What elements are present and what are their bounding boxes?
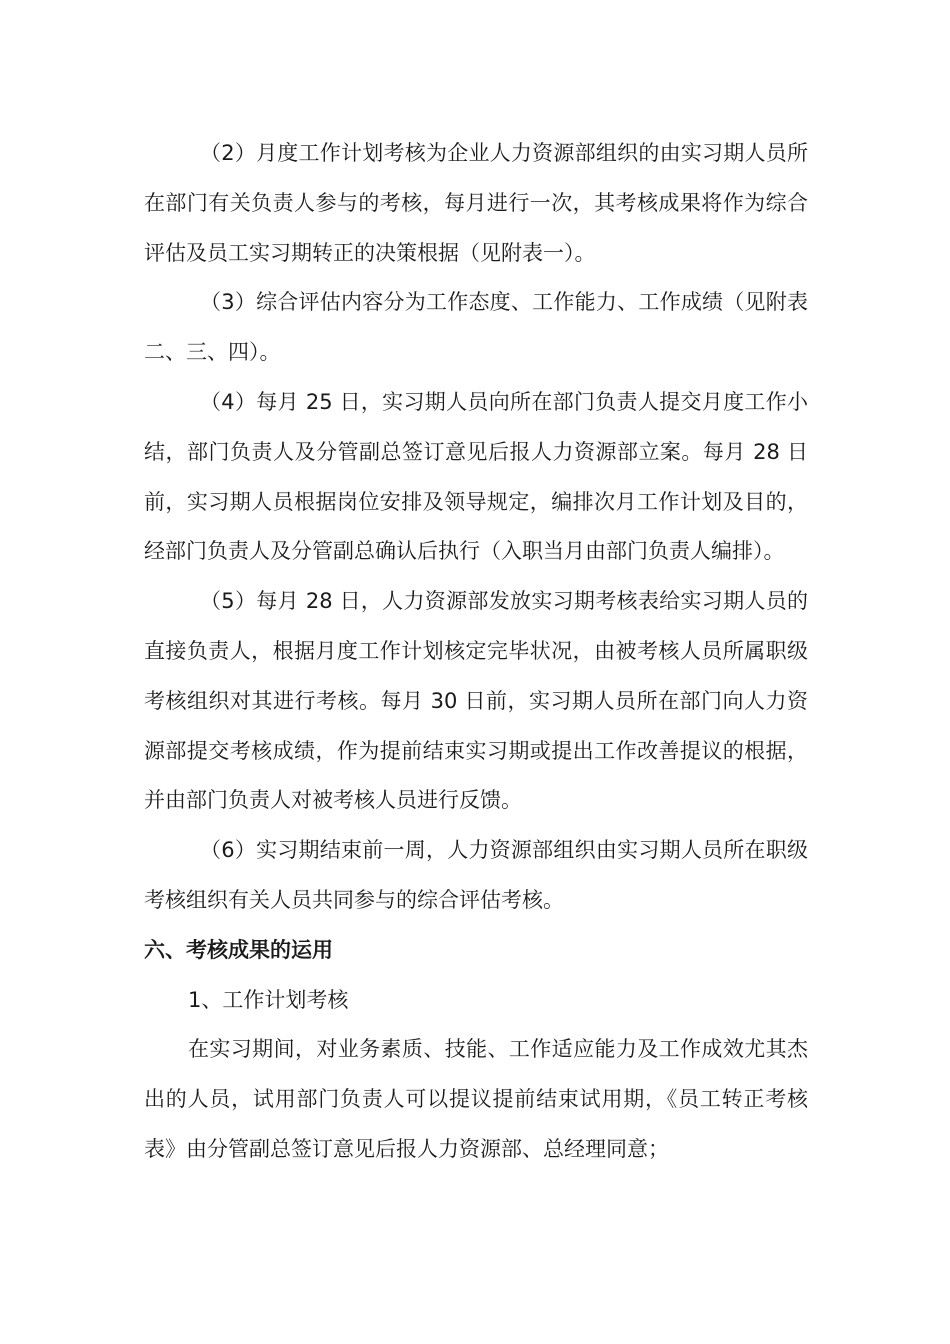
section-heading: 六、考核成果的运用 (144, 937, 333, 962)
document-body (144, 129, 808, 1175)
paragraph-item-2: （2）月度工作计划考核为企业人力资源部组织的由实习期人员所在部门有关负责人参与的考核，每月进行一次，其考核成果将作为综合评估及员工实习期转正的决策根据（见附表一）。 (144, 141, 808, 265)
body-paragraph: 在实习期间，对业务素质、技能、工作适应能力及工作成效尤其杰出的人员，试用部门负责人可以提议提前结束试用期，《员工转正考核表》由分管副总签订意见后报人力资源部、总经理同意； (144, 1037, 808, 1161)
paragraph-item-6: （6）实习期结束前一周，人力资源部组织由实习期人员所在职级考核组织有关人员共同参与的综合评估考核。 (144, 838, 808, 912)
paragraph-item-4: （4）每月 25 日，实习期人员向所在部门负责人提交月度工作小结，部门负责人及分管副总签订意见后报人力资源部立案。每月 28 日前，实习期人员根据岗位安排及领导规定，编排次月工作计划及目的，经部门负责人及分管副总确认后执行（入职当月由部门负责人编排）。 (144, 389, 808, 564)
paragraph-item-3: （3）综合评估内容分为工作态度、工作能力、工作成绩（见附表二、三、四）。 (144, 290, 808, 365)
paragraph-item-5: （5）每月 28 日，人力资源部发放实习期考核表给实习期人员的直接负责人，根据月度工作计划核定完毕状况，由被考核人员所属职级考核组织对其进行考核。每月 30 日前，实习期人员所在部门向人力资源部提交考核成绩，作为提前结束实习期或提出工作改善提议的根据，并由部门负责人对被考核人员进行反馈。 (144, 589, 808, 813)
subsection-heading: 1、工作计划考核 (188, 987, 349, 1012)
